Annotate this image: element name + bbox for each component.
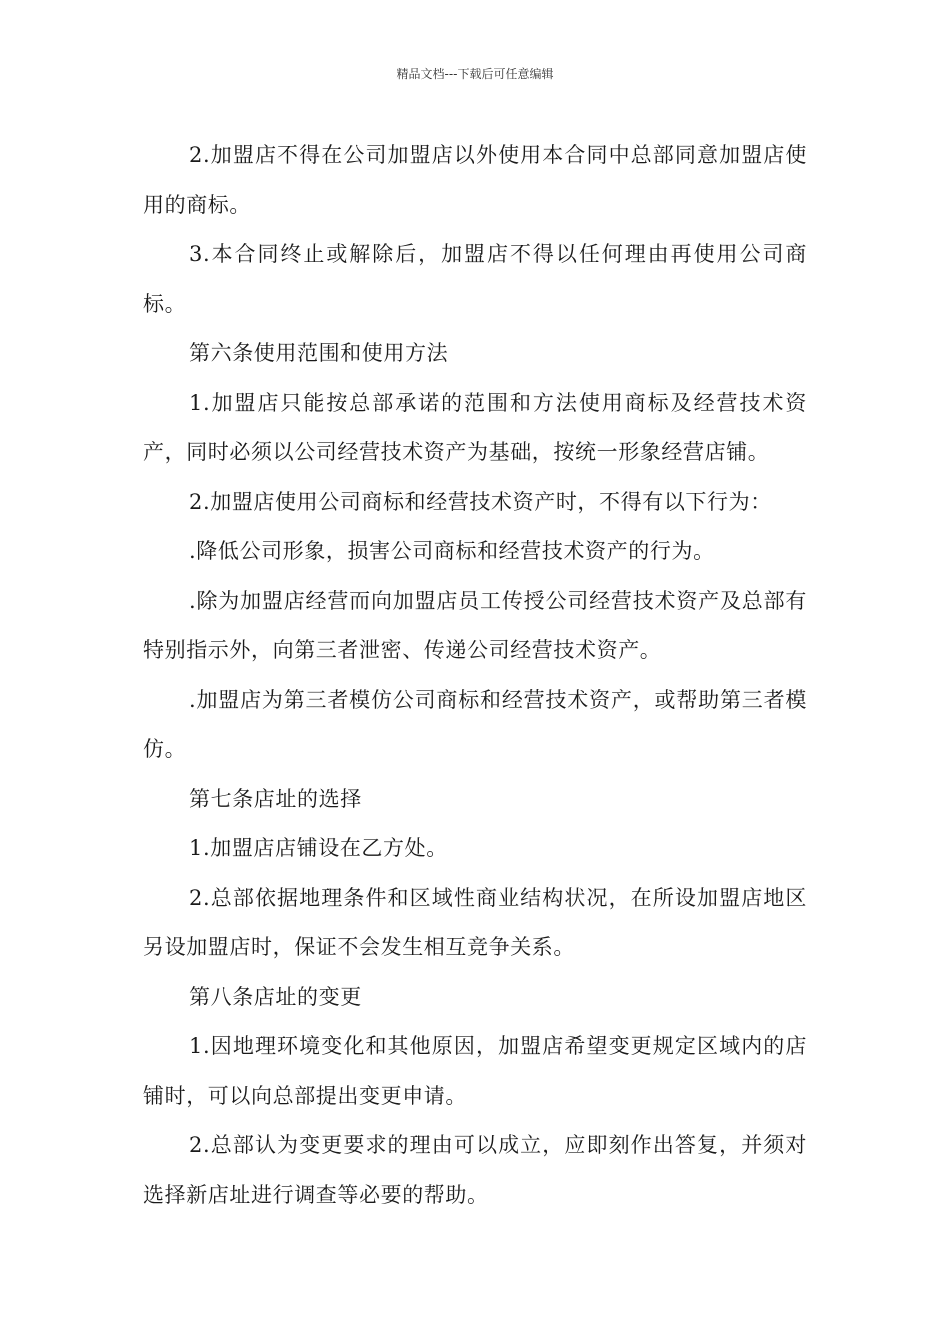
paragraph: 2.加盟店不得在公司加盟店以外使用本合同中总部同意加盟店使用的商标。: [143, 143, 807, 217]
document-body: [143, 131, 807, 1220]
paragraph: 2.总部认为变更要求的理由可以成立，应即刻作出答复，并须对选择新店址进行调查等必要的帮助。: [143, 1133, 807, 1207]
section-heading: 第八条店址的变更: [189, 984, 362, 1009]
paragraph: 1.加盟店店铺设在乙方处。: [189, 836, 448, 860]
paragraph: 3.本合同终止或解除后，加盟店不得以任何理由再使用公司商标。: [143, 242, 807, 316]
paragraph: .除为加盟店经营而向加盟店员工传授公司经营技术资产及总部有特别指示外，向第三者泄密、传递公司经营技术资产。: [143, 588, 807, 662]
section-heading: 第六条使用范围和使用方法: [189, 341, 449, 365]
section-heading: 第七条店址的选择: [189, 786, 362, 811]
page-header: 精品文档---下载后可任意编辑: [396, 67, 554, 81]
paragraph: .降低公司形象，损害公司商标和经营技术资产的行为。: [189, 539, 715, 563]
paragraph: 2.加盟店使用公司商标和经营技术资产时，不得有以下行为：: [189, 489, 772, 514]
paragraph: 1.因地理环境变化和其他原因，加盟店希望变更规定区域内的店铺时，可以向总部提出变更申请。: [143, 1034, 807, 1108]
paragraph: .加盟店为第三者模仿公司商标和经营技术资产，或帮助第三者模仿。: [143, 687, 807, 761]
paragraph: 1.加盟店只能按总部承诺的范围和方法使用商标及经营技术资产，同时必须以公司经营技术资产为基础，按统一形象经营店铺。: [143, 390, 807, 464]
paragraph: 2.总部依据地理条件和区域性商业结构状况，在所设加盟店地区另设加盟店时，保证不会发生相互竞争关系。: [143, 885, 807, 959]
